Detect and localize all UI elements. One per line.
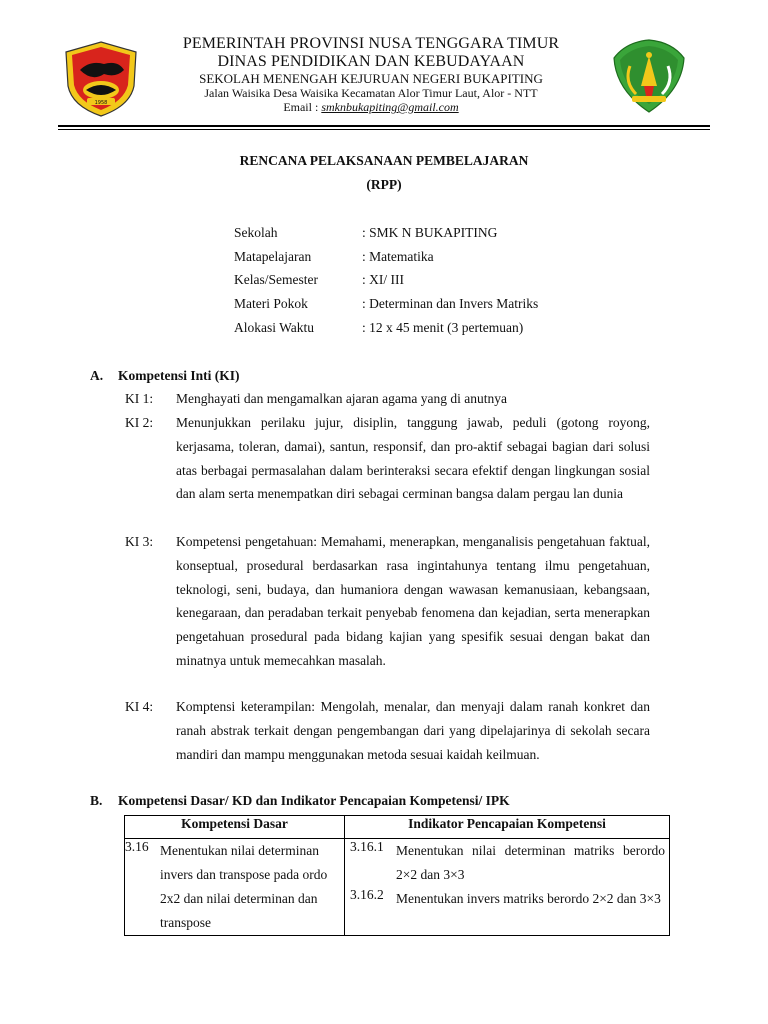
ipk-item: [345, 887, 669, 911]
ipk-number: 3.16.1: [350, 839, 384, 854]
doc-subtitle: (RPP): [366, 177, 402, 192]
identity-value: : XI/ III: [362, 272, 404, 287]
ipk-text: Menentukan invers matriks berordo 2×2 dan 3×3: [396, 891, 661, 906]
identity-value: : Determinan dan Invers Matriks: [362, 296, 539, 311]
ki-label: KI 1:: [125, 391, 154, 406]
header-divider-thin: [58, 129, 710, 130]
identity-value: : Matematika: [362, 249, 434, 264]
header-email-line: [130, 100, 612, 115]
table-header-row: [125, 816, 670, 839]
header-school: SEKOLAH MENENGAH KEJURUAN NEGERI BUKAPITING: [199, 71, 543, 86]
identity-key: Alokasi Waktu: [234, 320, 315, 335]
section-title: Kompetensi Dasar/ KD dan Indikator Pencapaian Kompetensi/ IPK: [118, 793, 510, 808]
kd-text: Menentukan nilai determinan invers dan transpose pada ordo 2x2 dan nilai determinan dan transpose: [160, 843, 328, 930]
doc-title: RENCANA PELAKSANAAN PEMBELAJARAN: [239, 153, 529, 168]
section-title: Kompetensi Inti (KI): [118, 368, 240, 383]
identity-key: Kelas/Semester: [234, 272, 318, 287]
header-province: PEMERINTAH PROVINSI NUSA TENGGARA TIMUR: [182, 35, 560, 52]
identity-value: : SMK N BUKAPITING: [362, 225, 498, 240]
ipk-number: 3.16.2: [350, 887, 384, 902]
email-link[interactable]: smknbukapiting@gmail.com: [321, 100, 459, 114]
identity-key: Materi Pokok: [234, 296, 308, 311]
table-row: [125, 839, 670, 936]
ipk-item: [345, 839, 669, 887]
ki-text: Kompetensi pengetahuan: Memahami, menerapkan, menganalisis pengetahuan faktual, konseptual, prosedural berdasarkan rasa ingintahunya tentang ilmu pengetahuan, teknologi, seni, budaya, dan humaniora dengan wawasan kemanusiaan, kebangsaan, kenegaraan, dan peradaban terkait penyebab fenomena dan kejadian, serta menerapkan pengetahuan prosedural pada bidang kajian yang spesifik sesuai dengan bakat dan minatnya untuk memecahkan masalah.: [176, 534, 650, 668]
ki-text: Komptensi keterampilan: Mengolah, menalar, dan menyaji dalam ranah konkret dan ranah abstrak terkait dengan pengembangan dari yang dipelajarinya di sekolah secara mandiri dan mampu menggunakan metoda sesuai kaidah keilmuan.: [176, 699, 650, 762]
table-header-ipk: Indikator Pencapaian Kompetensi: [345, 816, 670, 839]
section-number: A.: [90, 368, 104, 383]
header-address: Jalan Waisika Desa Waisika Kecamatan Alor Timur Laut, Alor - NTT: [204, 86, 538, 100]
kd-number: 3.16: [125, 839, 149, 854]
kd-ipk-table: [124, 815, 670, 936]
ipk-cell: [345, 839, 670, 936]
table-header-kd: Kompetensi Dasar: [125, 816, 345, 839]
ki-label: KI 4:: [125, 699, 154, 714]
identity-value: : 12 x 45 menit (3 pertemuan): [362, 320, 524, 335]
header-agency: DINAS PENDIDIKAN DAN KEBUDAYAAN: [217, 53, 525, 70]
email-label: Email :: [283, 100, 322, 114]
alor-regency-emblem-icon: [610, 38, 688, 114]
ki-label: KI 2:: [125, 415, 154, 430]
crest-year: 1958: [94, 100, 108, 106]
header-divider-thick: [58, 125, 710, 127]
ki-label: KI 3:: [125, 534, 154, 549]
identity-key: Sekolah: [234, 225, 278, 240]
ki-text: Menghayati dan mengamalkan ajaran agama yang di anutnya: [176, 391, 507, 406]
ipk-text: Menentukan nilai determinan matriks berordo 2×2 dan 3×3: [396, 843, 665, 882]
section-number: B.: [90, 793, 103, 808]
identity-key: Matapelajaran: [234, 249, 312, 264]
kd-cell: [125, 839, 345, 936]
ki-text: Menunjukkan perilaku jujur, disiplin, tanggung jawab, peduli (gotong royong, kerjasama, toleran, damai), santun, responsif, dan pro-aktif sebagai bagian dari solusi atas berbagai permasalahan dalam berinteraksi secara efektif dengan lingkungan sosial dan alam serta menempatkan diri sebagai cerminan bangsa dalam pergau lan dunia: [176, 415, 650, 502]
